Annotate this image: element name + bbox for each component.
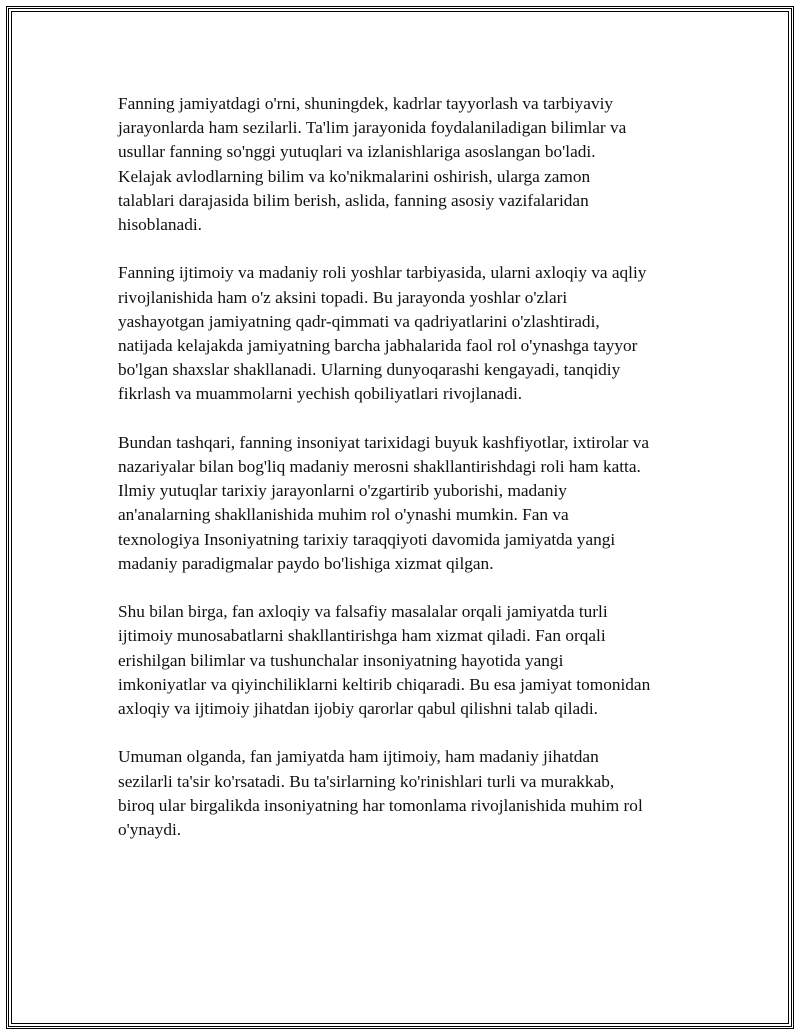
paragraph-4: Shu bilan birga, fan axloqiy va falsafiy masalalar orqali jamiyatda turli ijtimoiy munosabatlarni shakllantirishga ham xizmat qiladi. Fan orqali erishilgan bilimlar va tushunchalar insoniyatning hayotida yangi imkoniyatlar va qiyinchiliklarni keltirib chiqaradi. Bu esa jamiyat tomonidan axloqiy va ijtimoiy jihatdan ijobiy qarorlar qabul qilishni talab qiladi. xyxy=(118,602,651,719)
document-body xyxy=(118,92,698,866)
paragraph-3: Bundan tashqari, fanning insoniyat tarixidagi buyuk kashfiyotlar, ixtirolar va nazariyalar bilan bog'liq madaniy merosni shakllantirishdagi roli ham katta. Ilmiy yutuqlar tarixiy jarayonlarni o'zgartirib yuborishi, madaniy an'analarning shakllanishida muhim rol o'ynashi mumkin. Fan va texnologiya Insoniyatning tarixiy taraqqiyoti davomida jamiyatda yangi madaniy paradigmalar paydo bo'lishiga xizmat qilgan. xyxy=(118,432,650,573)
paragraph-5: Umuman olganda, fan jamiyatda ham ijtimoiy, ham madaniy jihatdan sezilarli ta'sir ko'rsatadi. Bu ta'sirlarning ko'rinishlari turli va murakkab, biroq ular birgalikda insoniyatning har tomonlama rivojlanishida muhim rol o'ynaydi. xyxy=(118,747,643,840)
paragraph-2: Fanning ijtimoiy va madaniy roli yoshlar tarbiyasida, ularni axloqiy va aqliy rivojlanishida ham o'z aksini topadi. Bu jarayonda yoshlar o'zlari yashayotgan jamiyatning qadr-qimmati va qadriyatlarini o'zlashtiradi, natijada kelajakda jamiyatning barcha jabhalarida faol rol o'ynashga tayyor bo'lgan shaxslar shakllanadi. Ularning dunyoqarashi kengayadi, tanqidiy fikrlash va muammolarni yechish qobiliyatlari rivojlanadi. xyxy=(118,263,647,404)
paragraph-1: Fanning jamiyatdagi o'rni, shuningdek, kadrlar tayyorlash va tarbiyaviy jarayonlarda ham sezilarli. Ta'lim jarayonida foydalaniladigan bilimlar va usullar fanning so'nggi yutuqlari va izlanishlariga asoslangan bo'ladi. Kelajak avlodlarning bilim va ko'nikmalarini oshirish, ularga zamon talablari darajasida bilim berish, aslida, fanning asosiy vazifalaridan hisoblanadi. xyxy=(118,94,627,235)
